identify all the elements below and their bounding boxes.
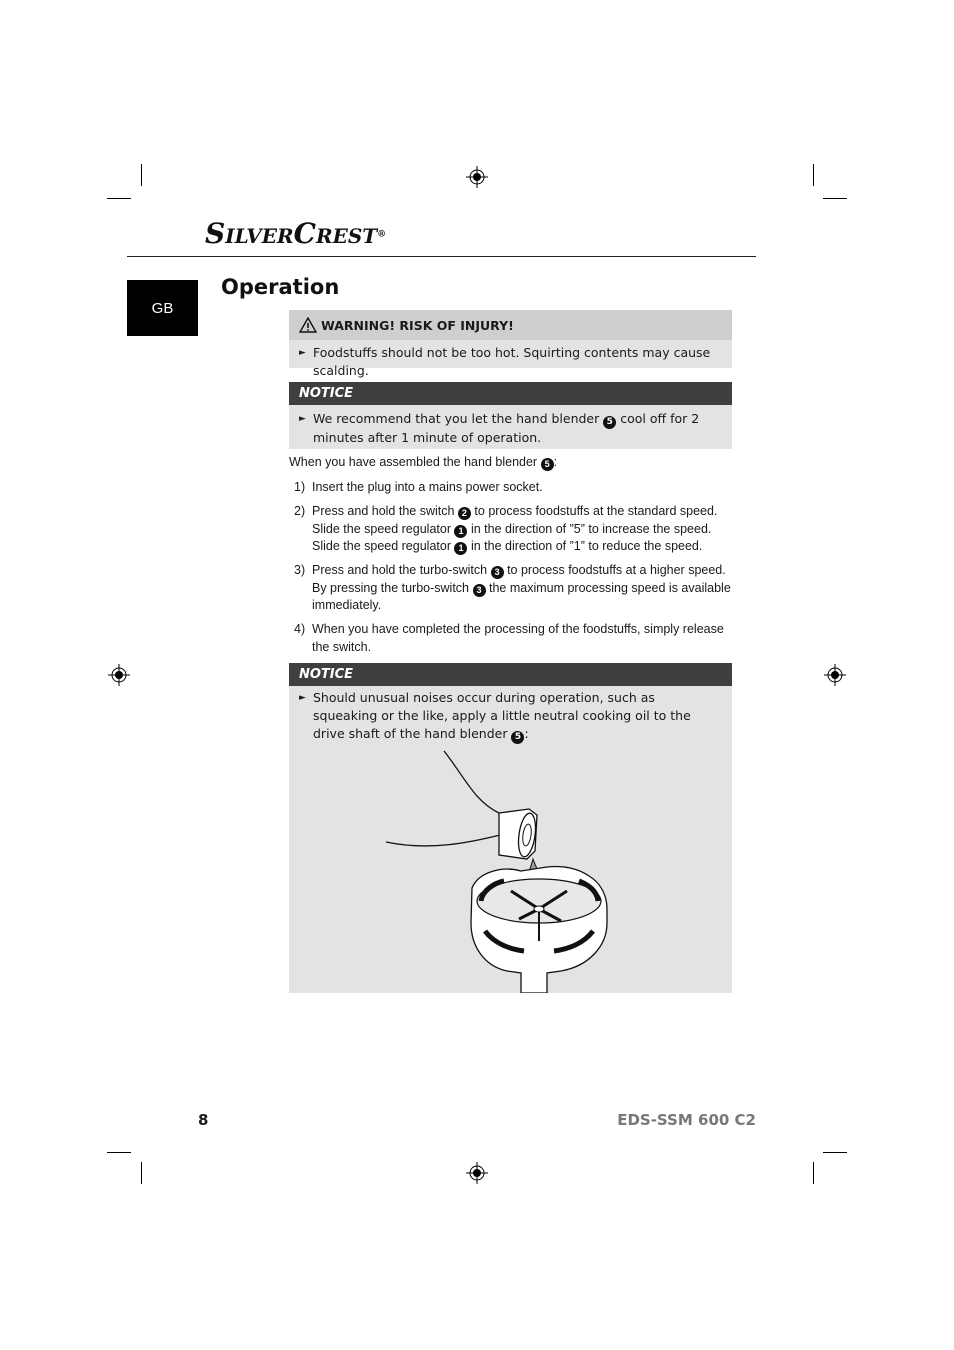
notice-text: Should unusual noises occur during operation, such as squeaking or the like, apply a little neutral cooking oil to the drive shaft of the hand blender 5 : — [313, 690, 691, 742]
crop-mark — [107, 198, 131, 199]
notice-box — [289, 663, 732, 993]
reference-number-badge: 5 — [541, 458, 554, 471]
header-rule — [127, 256, 756, 257]
reference-number-badge: 1 — [454, 525, 467, 538]
crop-mark — [141, 1162, 142, 1184]
crop-mark — [823, 198, 847, 199]
bullet-arrow-icon: ► — [299, 693, 306, 703]
crop-mark — [107, 1152, 131, 1153]
warning-header — [289, 310, 732, 340]
reference-number-badge: 1 — [454, 542, 467, 555]
notice-body — [289, 686, 732, 993]
crop-mark — [823, 1152, 847, 1153]
warning-title: WARNING! RISK OF INJURY! — [321, 317, 514, 333]
model-number: EDS-SSM 600 C2 — [617, 1111, 756, 1129]
warning-triangle-icon — [299, 317, 317, 333]
reference-number-badge: 3 — [491, 566, 504, 579]
reference-number-badge: 5 — [511, 731, 524, 744]
list-item: 2) Press and hold the switch 2 to process foodstuffs at the standard speed. Slide the speed regulator 1 in the direction of ”5” to increase the speed. Slide the speed regulator 1 in the direction of ”1” to reduce the speed. — [294, 504, 718, 553]
reference-number-badge: 3 — [473, 584, 486, 597]
warning-body — [289, 340, 732, 378]
notice-box — [289, 382, 732, 449]
reference-number-badge: 5 — [603, 416, 616, 429]
notice-body — [289, 405, 732, 449]
notice-text: We recommend that you let the hand blender 5 cool off for 2 minutes after 1 minute of operation. — [313, 411, 700, 445]
crop-mark — [813, 164, 814, 186]
registration-mark-icon — [108, 664, 130, 686]
registration-mark-icon — [466, 1162, 488, 1184]
warning-text: Foodstuffs should not be too hot. Squirting contents may cause scalding. — [313, 345, 711, 378]
bullet-arrow-icon: ► — [299, 348, 306, 358]
intro-text: When you have assembled the hand blender 5 : — [289, 455, 558, 469]
reference-number-badge: 2 — [458, 507, 471, 520]
page-number: 8 — [198, 1111, 209, 1129]
bullet-arrow-icon: ► — [299, 414, 306, 424]
list-item: 4) When you have completed the processing of the foodstuffs, simply release the switch. — [294, 622, 724, 654]
list-item: 3) Press and hold the turbo-switch 3 to process foodstuffs at a higher speed. By pressing the turbo-switch 3 the maximum processing speed is available immediately. — [294, 563, 731, 612]
brand-logo: SILVERCREST® — [205, 217, 387, 250]
registration-mark-icon — [824, 664, 846, 686]
crop-mark — [813, 1162, 814, 1184]
language-tab: GB — [127, 280, 198, 336]
warning-box — [289, 310, 732, 378]
page-title: Operation — [221, 275, 340, 299]
notice-header: NOTICE — [289, 663, 732, 686]
oil-drive-shaft-illustration — [289, 731, 732, 993]
crop-mark — [141, 164, 142, 186]
notice-header: NOTICE — [289, 382, 732, 405]
registration-mark-icon — [466, 166, 488, 188]
list-item: 1) Insert the plug into a mains power socket. — [294, 480, 543, 494]
